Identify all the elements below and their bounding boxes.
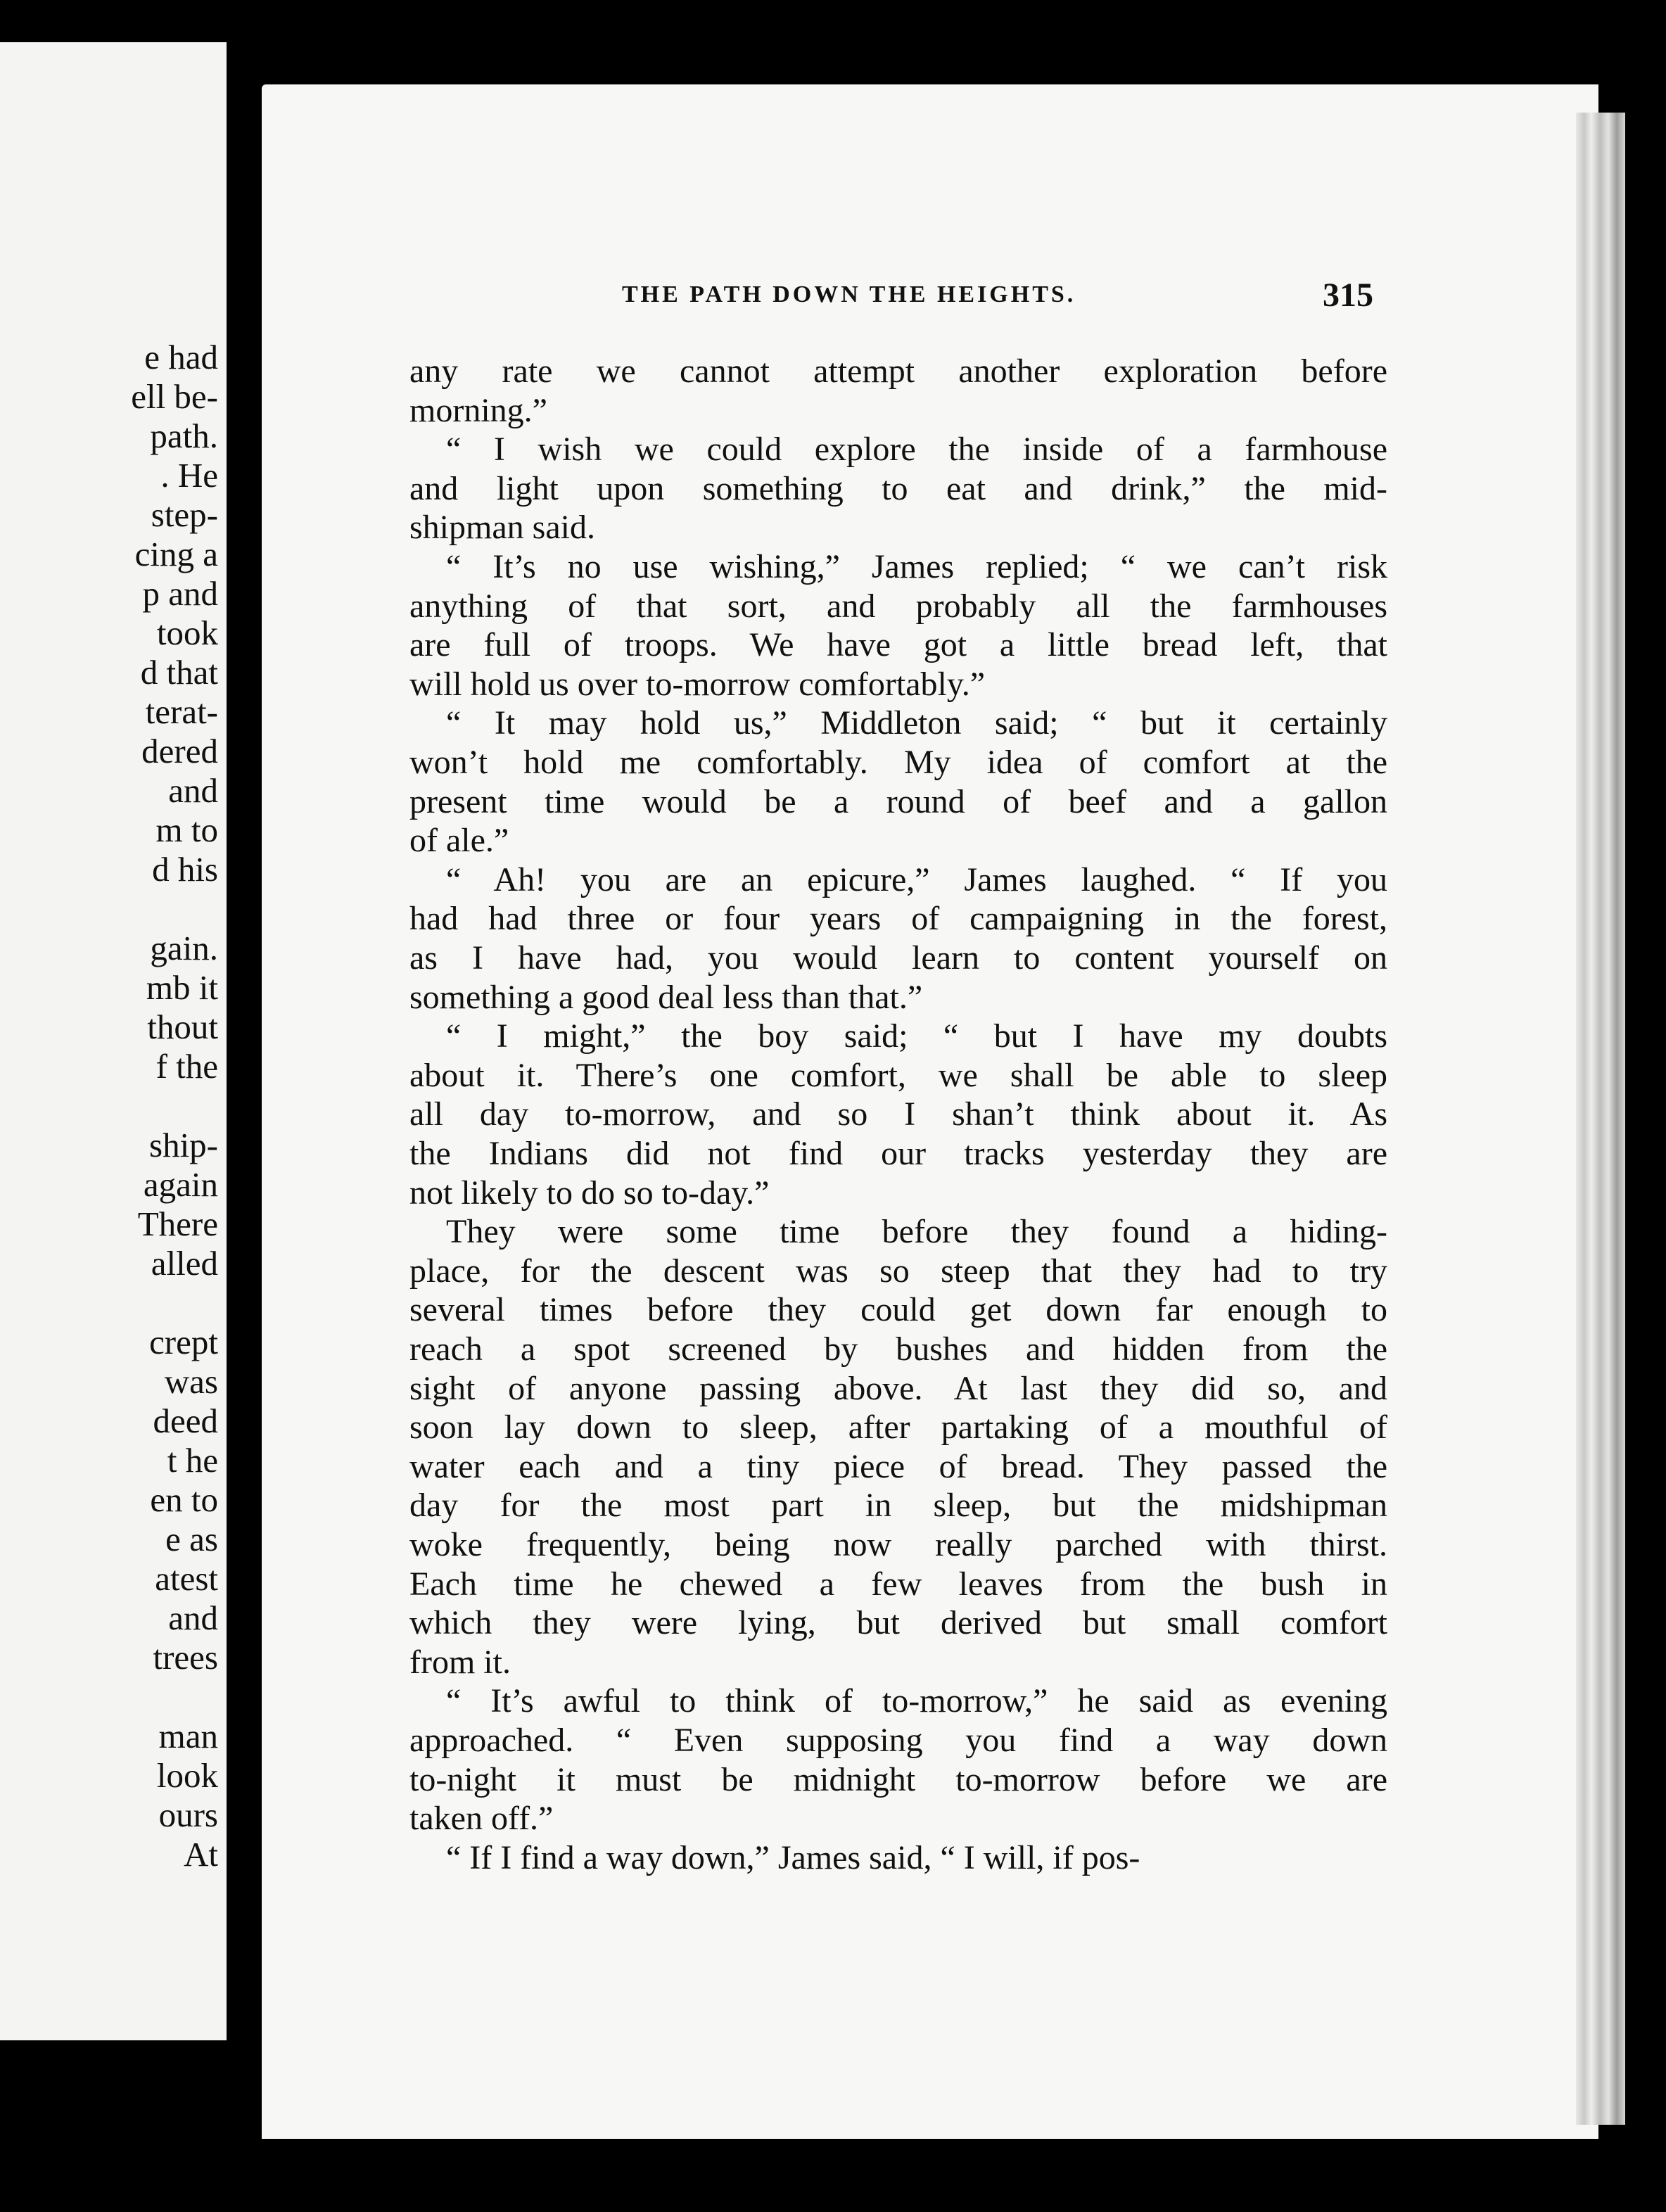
text-line: “ I might,” the boy said; “ but I have my doubts	[446, 1017, 1387, 1055]
text-line: “ Ah! you are an epicure,” James laughed. “ If you	[446, 861, 1387, 898]
left-page-line: e as	[165, 1520, 218, 1558]
left-page-line: p and	[142, 574, 218, 613]
text-line: all day to-morrow, and so I shan’t think about it. As	[409, 1095, 1387, 1133]
left-page-line: thout	[147, 1008, 218, 1046]
text-line: about it. There’s one comfort, we shall be able to sleep	[409, 1057, 1387, 1094]
text-line: “ If I find a way down,” James said, “ I will, if pos-	[446, 1839, 1140, 1876]
book-gutter	[227, 0, 262, 2212]
left-page-line: path.	[150, 417, 218, 455]
text-line: won’t hold me comfortably. My idea of comfort at the	[409, 744, 1387, 781]
text-line: of ale.”	[409, 822, 509, 859]
text-line: sight of anyone passing above. At last they did so, and	[409, 1370, 1387, 1407]
text-line: reach a spot screened by bushes and hidden from the	[409, 1330, 1387, 1368]
text-line: will hold us over to-morrow comfortably.”	[409, 666, 986, 703]
left-page-line: t he	[167, 1441, 218, 1480]
left-page-line: deed	[153, 1401, 218, 1440]
text-line: “ I wish we could explore the inside of a farmhouse	[446, 431, 1387, 468]
text-line: something a good deal less than that.”	[409, 979, 923, 1016]
text-line: taken off.”	[409, 1800, 554, 1837]
left-page-line: man	[158, 1717, 218, 1755]
left-page-line: crept	[149, 1323, 218, 1361]
left-page-line: dered	[141, 732, 218, 770]
text-line: “ It’s no use wishing,” James replied; “ we can’t risk	[446, 548, 1387, 585]
text-line: from it.	[409, 1644, 511, 1681]
text-line: the Indians did not find our tracks yesterday they are	[409, 1135, 1387, 1172]
left-page-line: . He	[160, 456, 218, 495]
left-page-line: alled	[151, 1244, 218, 1283]
text-line: morning.”	[409, 392, 547, 429]
left-page-line: and	[168, 771, 218, 810]
text-line: day for the most part in sleep, but the midshipman	[409, 1487, 1387, 1524]
running-title: THE PATH DOWN THE HEIGHTS.	[622, 281, 1076, 307]
text-line: are full of troops. We have got a little bread left, that	[409, 626, 1387, 663]
text-line: present time would be a round of beef and a gallon	[409, 783, 1387, 820]
page-edge	[1576, 113, 1625, 2125]
left-page-line: At	[184, 1835, 218, 1874]
left-page-line: ship-	[149, 1126, 218, 1164]
text-line: They were some time before they found a hiding-	[446, 1213, 1387, 1250]
left-page-fragment	[0, 42, 227, 2040]
text-line: as I have had, you would learn to content yourself on	[409, 939, 1387, 977]
text-line: Each time he chewed a few leaves from the bush in	[409, 1565, 1387, 1603]
text-line: anything of that sort, and probably all the farmhouses	[409, 587, 1387, 625]
left-page-line: terat-	[145, 692, 218, 731]
left-page-line: gain.	[150, 929, 218, 967]
left-page-line: step-	[151, 495, 218, 534]
left-page-line: and	[168, 1598, 218, 1637]
text-line: shipman said.	[409, 509, 595, 546]
left-page-line: ours	[158, 1795, 218, 1834]
left-page-line: There	[137, 1204, 218, 1243]
text-line: “ It may hold us,” Middleton said; “ but it certainly	[446, 704, 1387, 742]
left-page-line: en to	[150, 1480, 218, 1519]
left-page-line: mb it	[146, 968, 218, 1007]
text-line: to-night it must be midnight to-morrow before we are	[409, 1761, 1387, 1798]
text-line: which they were lying, but derived but small comfort	[409, 1604, 1387, 1641]
left-page-line: m to	[155, 811, 218, 849]
left-page-line: ell be-	[131, 377, 218, 416]
left-page-line: atest	[155, 1559, 218, 1598]
left-page-line: cing a	[134, 535, 218, 573]
text-line: any rate we cannot attempt another exploration before	[409, 352, 1387, 390]
page-number: 315	[1323, 276, 1373, 314]
left-page-line: was	[164, 1362, 218, 1401]
page-header	[0, 276, 1666, 324]
text-line: place, for the descent was so steep that they had to try	[409, 1252, 1387, 1290]
text-line: soon lay down to sleep, after partaking of a mouthful of	[409, 1409, 1387, 1446]
left-page-line: f the	[155, 1047, 218, 1086]
left-page-line: d his	[152, 850, 218, 889]
left-page-line: look	[156, 1756, 218, 1795]
text-line: had had three or four years of campaigning in the forest,	[409, 900, 1387, 937]
left-page-line: took	[156, 614, 218, 652]
left-page-line: d that	[140, 653, 218, 692]
text-line: and light upon something to eat and drink,” the mid-	[409, 470, 1387, 507]
left-page-line: again	[143, 1165, 218, 1204]
text-line: not likely to do so to-day.”	[409, 1174, 770, 1212]
text-line: woke frequently, being now really parched with thirst.	[409, 1526, 1387, 1563]
left-page-line: e had	[144, 338, 218, 376]
text-line: approached. “ Even supposing you find a way down	[409, 1722, 1387, 1759]
text-line: several times before they could get down far enough to	[409, 1291, 1387, 1328]
text-line: “ It’s awful to think of to-morrow,” he said as evening	[446, 1682, 1387, 1720]
text-line: water each and a tiny piece of bread. They passed the	[409, 1448, 1387, 1485]
left-page-line: trees	[153, 1638, 218, 1677]
